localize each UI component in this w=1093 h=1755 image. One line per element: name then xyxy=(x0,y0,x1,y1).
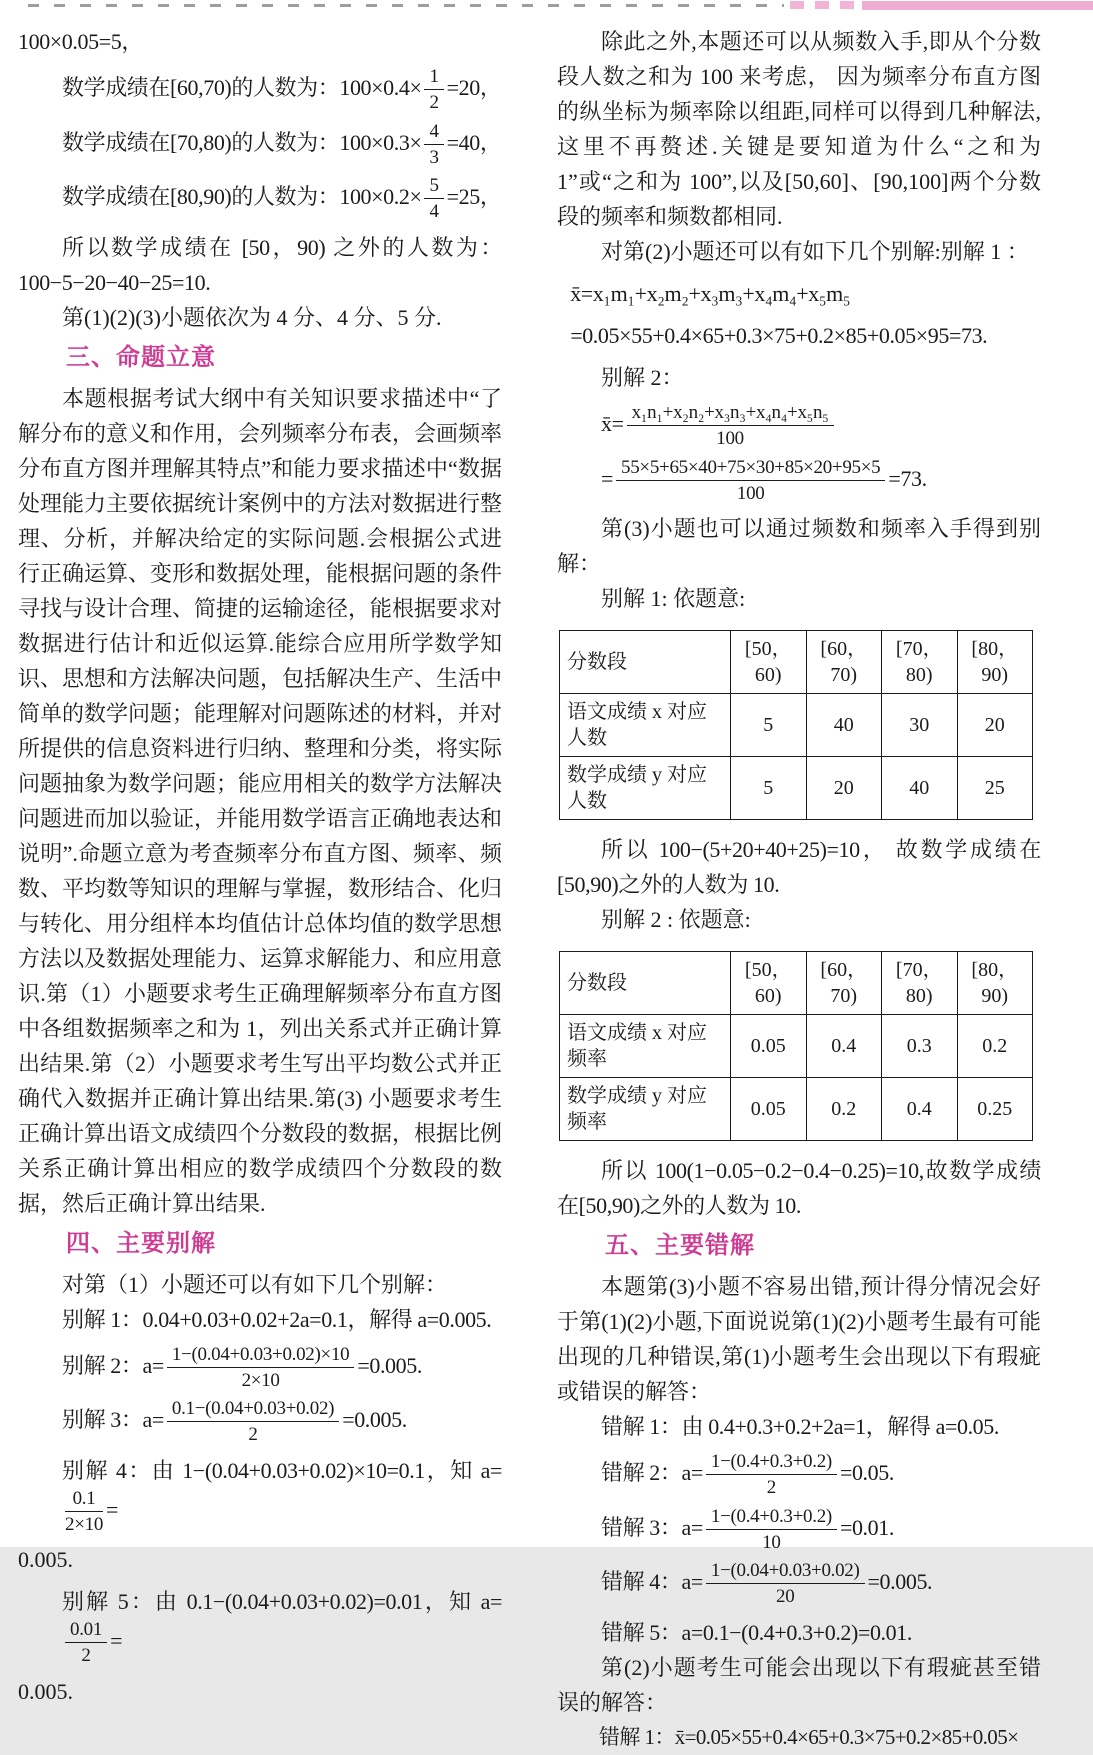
top-dashed-line xyxy=(28,4,784,7)
top-pink-dashes xyxy=(790,1,862,9)
table-header-cell: 分数段 xyxy=(560,952,731,1015)
alt-2-label: 别解 2 : 依题意: xyxy=(601,907,751,933)
formula-pre: 别解 2：a= xyxy=(62,1352,164,1378)
table-cell: 20 xyxy=(806,757,882,820)
formula-post: =40， xyxy=(446,129,502,155)
paragraph-alt-intro: 对第（1）小题还可以有如下几个别解： xyxy=(62,1271,448,1297)
fraction xyxy=(65,1488,103,1536)
fraction-numerator: 1 xyxy=(424,66,443,90)
table-header-cell: [80，90) xyxy=(957,952,1033,1015)
top-pink-bar xyxy=(862,1,1093,10)
wrong-solution-4 xyxy=(557,1560,1041,1608)
fraction xyxy=(627,402,834,450)
paragraph-intent: 本题根据考试大纲中有关知识要求描述中“了解分布的意义和作用，会列频率分布表，会画频率分布直方图并理解其特点”和能力要求描述中“数据处理能力主要依据统计案例中的方法对数据进行整理、分析，并解决给定的实际问题.会根据公式进行正确运算、变形和数据处理，能根据问题的条件寻找与设计合理、简捷的运输途径，能根据要求对数据进行估计和近似运算.能综合应用所学数学知识、思想和方法解决问题，包括解决生产、生活中简单的数学问题；能理解对问题陈述的材料，并对所提供的信息资料进行归纳、整理和分类，将实际问题抽象为数学问题；能应用相关的数学方法解决问题进而加以验证，并能用数学语言正确地表达和说明”.命题立意为考查频率分布直方图、频率、频数、平均数等知识的理解与掌握，数形结合、化归与转化、用分组样本均值估计总体均值的数学思想方法以及数据处理能力、运算求解能力、和应用意识.第（1）小题要求考生正确理解频率分布直方图中各组数据频率之和为 1，列出关系式并正确计算出结果.第（2）小题要求考生写出平均数公式并正确代入数据并正确计算出结果.第(3) 小题要求考生正确计算出语文成绩四个分数段的数据，根据比例关系正确计算出相应的数学成绩四个分数段的数据，然后正确计算出结果. xyxy=(18,385,503,1216)
wrong-solution-1: 错解 1：由 0.4+0.3+0.2+2a=1，解得 a=0.05. xyxy=(601,1414,999,1440)
fraction-denominator: 100 xyxy=(716,428,744,450)
formula-pre: 错解 3：a= xyxy=(601,1514,703,1540)
fraction-denominator: 2 xyxy=(429,92,439,114)
fraction-numerator: 1−(0.04+0.03+0.02)×10 xyxy=(167,1344,354,1368)
mean-formula-counts-value xyxy=(557,457,1041,505)
fraction-numerator: 1−(0.04+0.03+0.02) xyxy=(706,1560,865,1584)
table-cell: 0.4 xyxy=(882,1078,958,1141)
formula-post: =0.01. xyxy=(839,1514,894,1540)
paragraph-frequency-note: 除此之外,本题还可以从频数入手,即从个分数段人数之和为 100 来考虑， 因为频率分布直方图的纵坐标为频率除以组距,同样可以得到几种解法,这里不再赘述.关键是要知道为什么“之和为 1”或“之和为 100”,以及[50,60]、[90,100]两个分数段的频率和频数都相同. xyxy=(557,29,1041,229)
paragraph-continuation: 100×0.05=5， xyxy=(18,29,143,54)
formula-line-math-70-80 xyxy=(18,121,502,169)
wrong-solution-q2-1: 错解 1：x̄=0.05×55+0.4×65+0.3×75+0.2×85+0.05× xyxy=(599,1724,1019,1749)
scores-count-table xyxy=(559,630,1033,820)
section-heading-4: 四、主要别解 xyxy=(66,1229,216,1257)
table-header-cell: [80，90) xyxy=(957,631,1033,694)
fraction-numerator: 5 xyxy=(424,175,443,199)
table-header-cell: 分数段 xyxy=(560,631,731,694)
formula-post: =73. xyxy=(888,465,927,491)
fraction-denominator: 2 xyxy=(81,1645,91,1667)
table-cell: 0.05 xyxy=(731,1078,807,1141)
section-heading-3: 三、命题立意 xyxy=(66,343,216,371)
formula-pre: 错解 2：a= xyxy=(601,1459,703,1485)
formula-post: =25， xyxy=(446,183,502,209)
alt-solution-1: 别解 1：0.04+0.03+0.02+2a=0.1，解得 a=0.005. xyxy=(62,1306,492,1332)
formula-pre: = xyxy=(601,465,614,491)
paragraph-q3-alt: 第(3)小题也可以通过频数和频率入手得到别解： xyxy=(557,516,1041,577)
table-header-cell: [60，70) xyxy=(806,952,882,1015)
paragraph-alt2-intro: 对第(2)小题还可以有如下几个别解:别解 1 ： xyxy=(601,239,1029,264)
alt2-solution-2-label: 别解 2： xyxy=(601,365,684,390)
table-cell: 5 xyxy=(731,694,807,757)
formula-post: = xyxy=(110,1628,123,1653)
table-header-row xyxy=(560,631,1033,694)
fraction-numerator: 0.1−(0.04+0.03+0.02) xyxy=(167,1398,339,1422)
alt-solution-2 xyxy=(18,1344,502,1392)
formula-pre: 数学成绩在[80,90)的人数为：100×0.2× xyxy=(62,183,422,209)
right-column xyxy=(557,24,1041,1755)
table-header-cell: [60，70) xyxy=(806,631,882,694)
table-row-label: 语文成绩 x 对应人数 xyxy=(560,694,731,757)
fraction-numerator: x₁n₁+x₂n₂+x₃n₃+x₄n₄+x₅n₅ xyxy=(627,402,834,426)
formula-post: = xyxy=(106,1496,119,1522)
paragraph-conclusion: 所以数学成绩在 [50，90) 之外的人数为：100−5−20−40−25=10. xyxy=(18,234,502,295)
table-header-cell: [50，60) xyxy=(731,631,807,694)
fraction-denominator: 4 xyxy=(429,201,439,223)
section-heading-5: 五、主要错解 xyxy=(605,1232,755,1260)
table-row-label: 数学成绩 y 对应人数 xyxy=(560,757,731,820)
table-cell: 5 xyxy=(731,757,807,820)
fraction-numerator: 55×5+65×40+75×30+85×20+95×5 xyxy=(616,457,885,481)
table-cell: 0.3 xyxy=(882,1015,958,1078)
paragraph-q2-errors-intro: 第(2)小题考生可能会出现以下有瑕疵甚至错误的解答： xyxy=(557,1654,1041,1715)
fraction-numerator: 0.01 xyxy=(65,1619,107,1643)
fraction xyxy=(167,1344,354,1392)
fraction xyxy=(65,1619,107,1667)
table-cell: 0.05 xyxy=(731,1015,807,1078)
formula-pre: 别解 4：由 1−(0.04+0.03+0.02)×10=0.1，知 a= xyxy=(62,1457,502,1483)
fraction xyxy=(706,1506,837,1554)
formula-post: =20， xyxy=(446,74,502,100)
fraction xyxy=(706,1560,865,1608)
page-top-border xyxy=(0,0,1093,10)
fraction xyxy=(424,66,443,114)
table-row-math-counts xyxy=(560,757,1033,820)
table-cell: 0.2 xyxy=(957,1015,1033,1078)
formula-line-math-80-90 xyxy=(18,175,502,223)
formula-pre: 数学成绩在[70,80)的人数为：100×0.3× xyxy=(62,129,422,155)
fraction-denominator: 3 xyxy=(429,146,439,168)
formula-line-math-60-70 xyxy=(18,66,502,114)
wrong-solution-3 xyxy=(557,1506,1041,1554)
formula-post: =0.005. xyxy=(342,1406,407,1432)
table-row-chinese-frequency xyxy=(560,1015,1033,1078)
fraction-denominator: 100 xyxy=(736,482,765,504)
fraction xyxy=(424,121,443,169)
fraction-denominator: 20 xyxy=(776,1586,795,1608)
alt-solution-3 xyxy=(18,1398,502,1446)
alt-1-label: 别解 1: 依题意: xyxy=(601,586,746,612)
wrong-solution-5: 错解 5：a=0.1−(0.4+0.3+0.2)=0.01. xyxy=(601,1619,912,1645)
table-row-chinese-counts xyxy=(560,694,1033,757)
formula-post: =0.005. xyxy=(867,1568,933,1594)
formula-pre: 数学成绩在[60,70)的人数为：100×0.4× xyxy=(62,74,422,100)
table-header-cell: [70，80) xyxy=(882,952,958,1015)
fraction-numerator: 4 xyxy=(424,121,443,145)
mean-formula-counts xyxy=(557,402,1041,450)
table-cell: 0.4 xyxy=(806,1015,882,1078)
table-cell: 40 xyxy=(806,694,882,757)
alt-solution-4 xyxy=(18,1453,502,1536)
mean-formula-weights: x̄=x₁m₁+x₂m₂+x₃m₃+x₄m₄+x₅m₅ xyxy=(570,281,851,306)
paragraph-scores: 第(1)(2)(3)小题依次为 4 分、4 分、5 分. xyxy=(62,304,442,330)
fraction-numerator: 1−(0.4+0.3+0.2) xyxy=(706,1451,837,1475)
formula-post: =0.05. xyxy=(839,1459,894,1485)
alt-solution-5-result: 0.005. xyxy=(18,1678,73,1704)
fraction xyxy=(706,1451,837,1499)
alt-solution-4-result: 0.005. xyxy=(18,1547,73,1573)
table-cell: 0.25 xyxy=(957,1078,1033,1141)
table-row-label: 数学成绩 y 对应频率 xyxy=(560,1078,731,1141)
table-cell: 0.2 xyxy=(806,1078,882,1141)
alt-solution-5 xyxy=(18,1584,502,1667)
table-row-label: 语文成绩 x 对应频率 xyxy=(560,1015,731,1078)
fraction-numerator: 1−(0.4+0.3+0.2) xyxy=(706,1506,837,1530)
wrong-solution-2 xyxy=(557,1451,1041,1499)
table-header-row xyxy=(560,952,1033,1015)
fraction xyxy=(616,457,885,505)
table-header-cell: [50，60) xyxy=(731,952,807,1015)
fraction-denominator: 2 xyxy=(248,1424,258,1446)
formula-pre: 错解 4：a= xyxy=(601,1568,703,1594)
paragraph-errors-intro: 本题第(3)小题不容易出错,预计得分情况会好于第(1)(2)小题,下面说说第(1)(2)小题考生最有可能出现的几种错误,第(1)小题考生会出现以下有瑕疵或错误的解答： xyxy=(557,1274,1041,1405)
fraction-denominator: 2×10 xyxy=(241,1369,280,1391)
fraction-denominator: 2 xyxy=(766,1477,776,1499)
table-header-cell: [70，80) xyxy=(882,631,958,694)
table-cell: 25 xyxy=(957,757,1033,820)
formula-pre: 别解 3：a= xyxy=(62,1406,164,1432)
fraction xyxy=(167,1398,339,1446)
paragraph-count-conclusion: 所以 100−(5+20+40+25)=10， 故数学成绩在[50,90)之外的人数为 10. xyxy=(557,837,1041,898)
left-column xyxy=(18,24,502,1709)
paragraph-frequency-conclusion: 所以 100(1−0.05−0.2−0.4−0.25)=10,故数学成绩在[50,90)之外的人数为 10. xyxy=(557,1158,1041,1219)
fraction-denominator: 10 xyxy=(762,1531,781,1553)
fraction-denominator: 2×10 xyxy=(65,1513,104,1535)
table-cell: 40 xyxy=(882,757,958,820)
table-row-math-frequency xyxy=(560,1078,1033,1141)
formula-post: =0.005. xyxy=(357,1352,422,1378)
formula-pre: 别解 5：由 0.1−(0.04+0.03+0.02)=0.01，知 a= xyxy=(62,1589,502,1615)
mean-formula-weights-value: =0.05×55+0.4×65+0.3×75+0.2×85+0.05×95=73. xyxy=(570,323,988,348)
table-cell: 20 xyxy=(957,694,1033,757)
fraction-numerator: 0.1 xyxy=(65,1488,103,1512)
formula-pre: x̄= xyxy=(601,410,624,436)
fraction xyxy=(424,175,443,223)
table-cell: 30 xyxy=(882,694,958,757)
scores-frequency-table xyxy=(559,951,1033,1141)
